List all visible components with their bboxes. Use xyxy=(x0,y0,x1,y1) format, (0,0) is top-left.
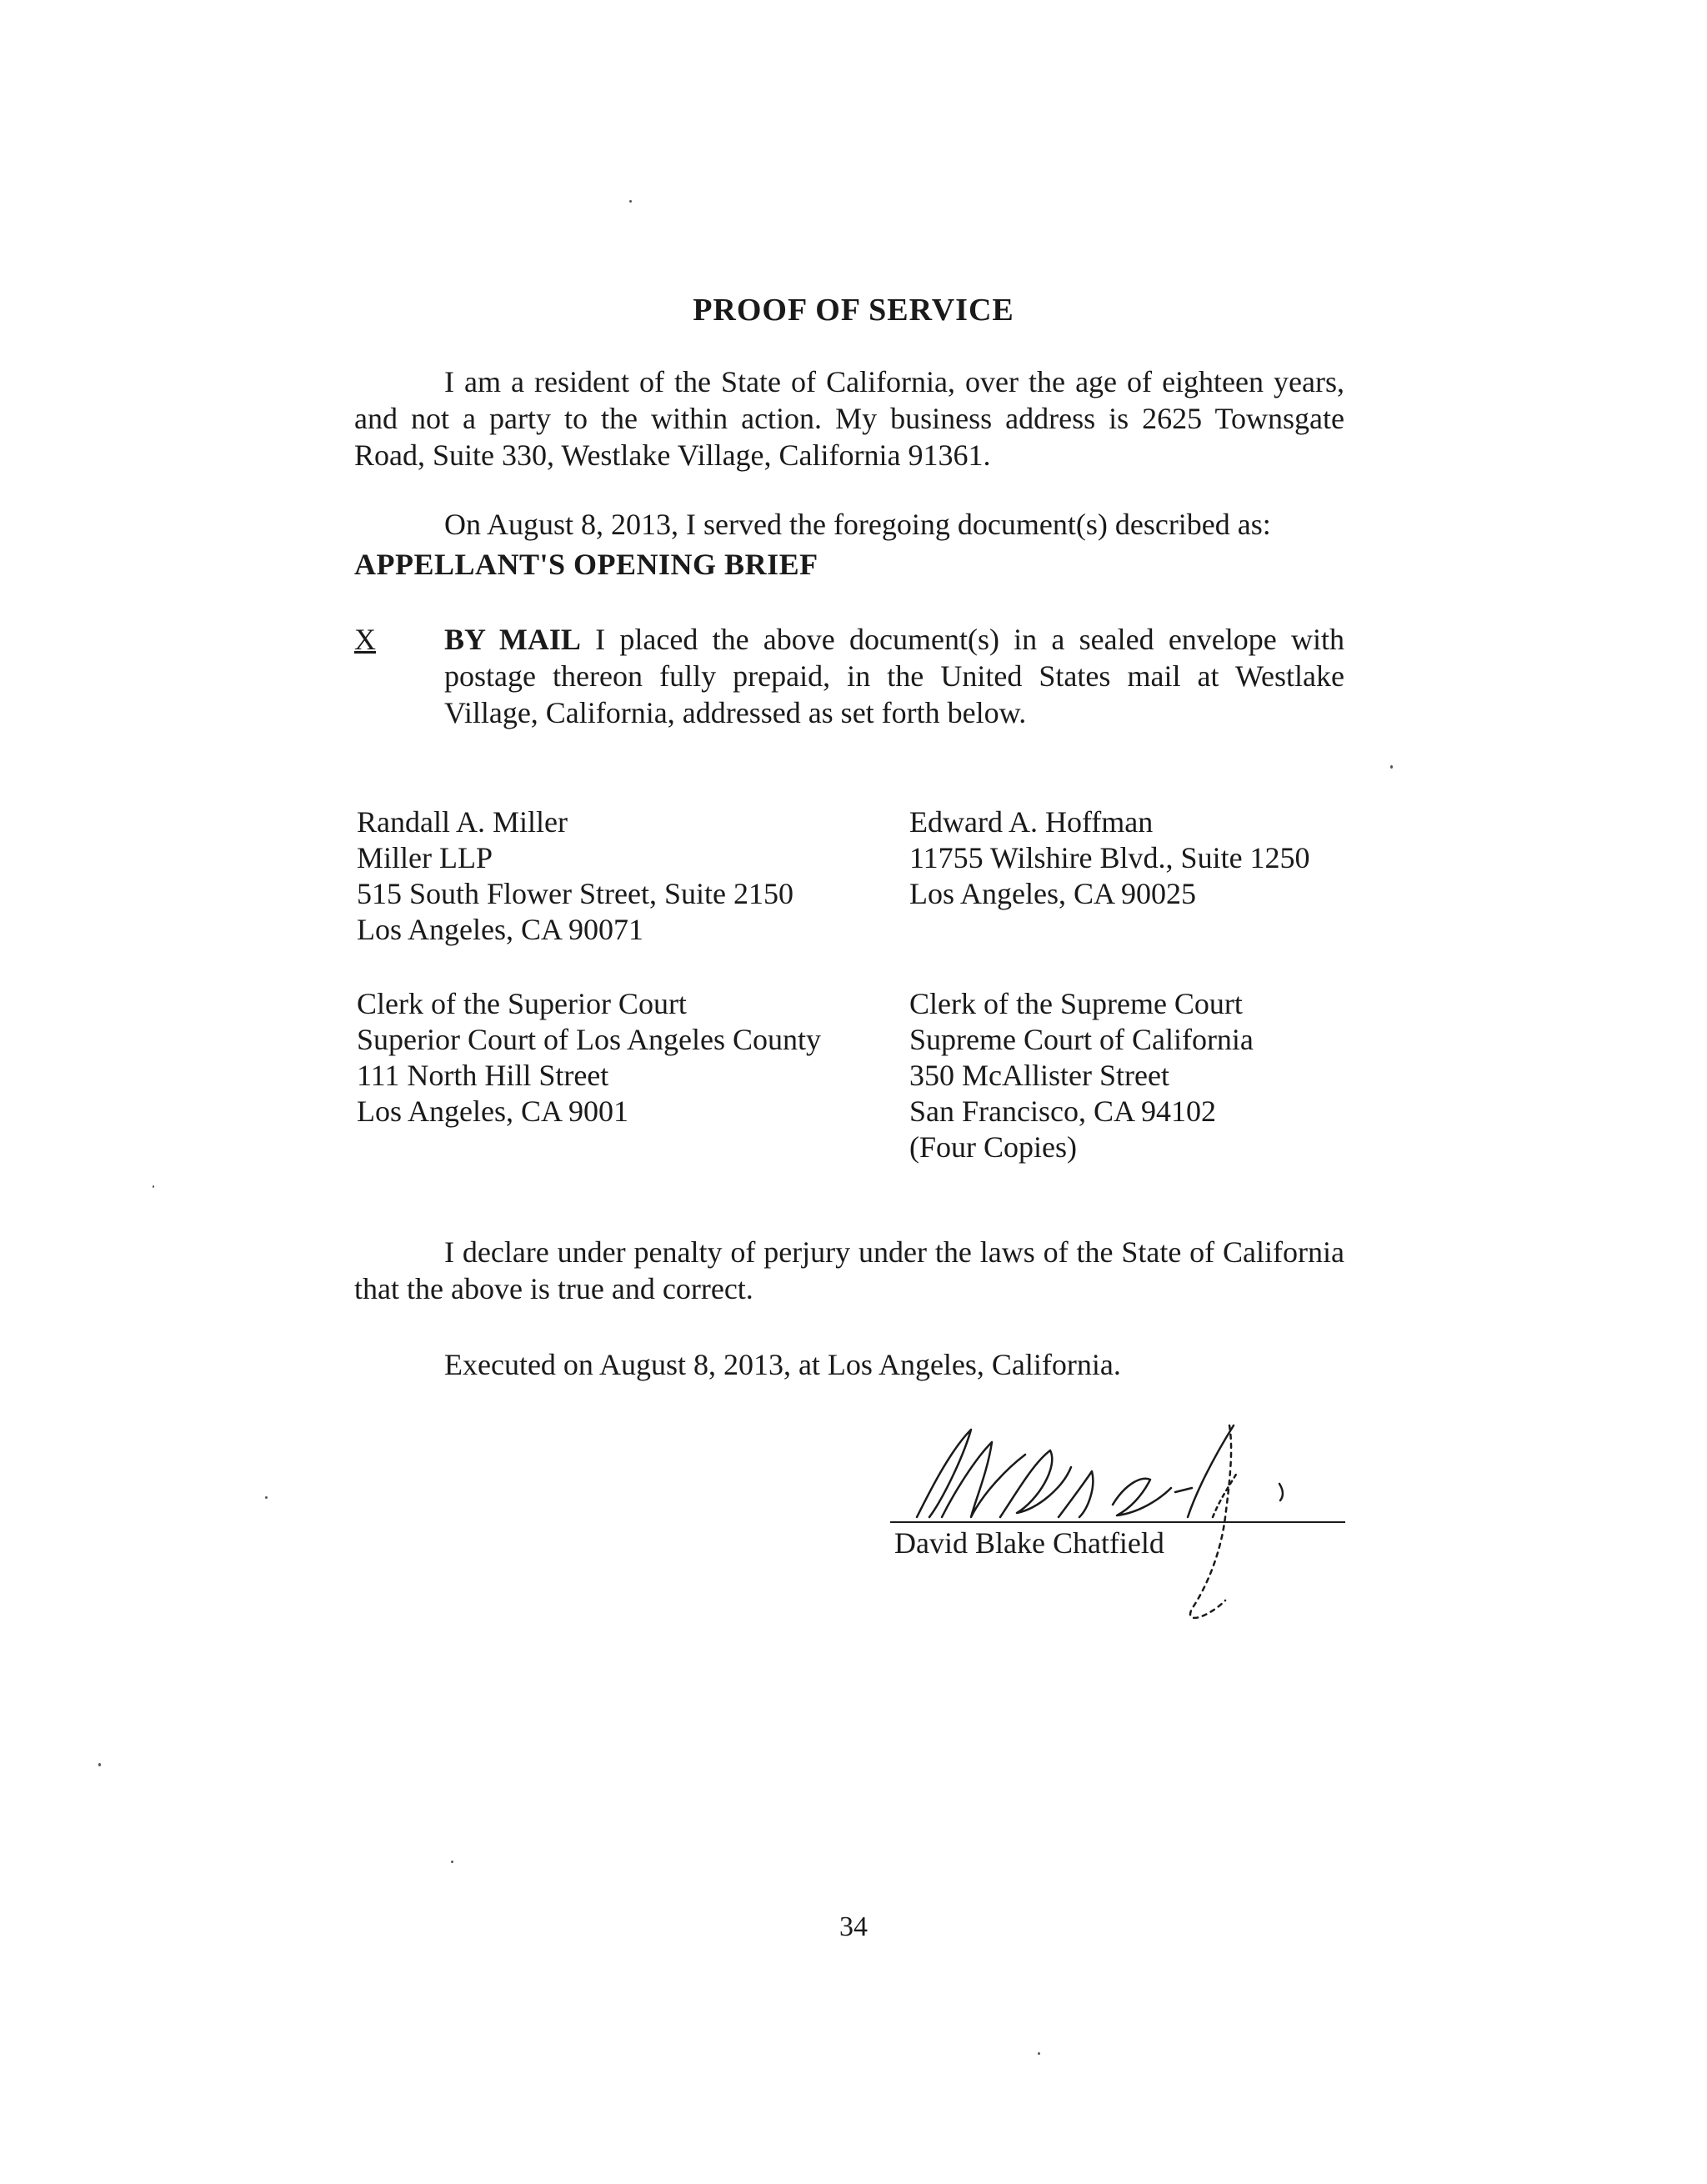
address-line: San Francisco, CA 94102 xyxy=(909,1095,1216,1128)
signer-name: David Blake Chatfield xyxy=(894,1526,1164,1560)
address-line: Edward A. Hoffman xyxy=(909,805,1154,839)
address-line: Los Angeles, CA 90025 xyxy=(909,877,1197,910)
address-line: Clerk of the Supreme Court xyxy=(909,987,1243,1020)
address-line: Superior Court of Los Angeles County xyxy=(357,1023,821,1056)
address-line: Miller LLP xyxy=(357,841,493,874)
served-document-title: APPELLANT'S OPENING BRIEF xyxy=(354,548,818,581)
service-method-block xyxy=(354,621,1344,731)
residency-statement: I am a resident of the State of California, over the age of eighteen years, and not a party to the within action. My business address is 2625 Townsgate Road, Suite 330, Westlake Village, California 91361. xyxy=(354,365,1344,472)
service-date-statement: On August 8, 2013, I served the foregoing document(s) described as: xyxy=(444,508,1271,541)
scan-speck xyxy=(629,200,632,203)
address-line: 111 North Hill Street xyxy=(357,1059,609,1092)
address-block-supreme-court xyxy=(909,986,1254,1165)
address-line: 11755 Wilshire Blvd., Suite 1250 xyxy=(909,841,1310,874)
address-line: Randall A. Miller xyxy=(357,805,568,839)
address-block-hoffman xyxy=(909,804,1310,912)
address-line: Supreme Court of California xyxy=(909,1023,1254,1056)
service-method-label: BY MAIL xyxy=(444,623,581,656)
scan-speck xyxy=(451,1861,453,1863)
service-method-text xyxy=(444,621,1344,731)
address-line: Los Angeles, CA 9001 xyxy=(357,1095,629,1128)
execution-statement: Executed on August 8, 2013, at Los Angeles, California. xyxy=(444,1348,1121,1381)
address-block-miller xyxy=(357,804,793,948)
scan-speck xyxy=(1390,765,1393,769)
signature-line xyxy=(890,1521,1345,1523)
perjury-declaration: I declare under penalty of perjury under the laws of the State of California that the above is true and correct. xyxy=(354,1235,1344,1305)
address-line: 515 South Flower Street, Suite 2150 xyxy=(357,877,793,910)
scan-speck xyxy=(265,1496,268,1499)
scan-speck xyxy=(98,1763,101,1766)
address-line: Los Angeles, CA 90071 xyxy=(357,913,644,946)
page-number: 34 xyxy=(839,1911,868,1942)
service-method-description: I placed the above document(s) in a sealed envelope with postage thereon fully prepaid, in the United States mail at Westlake Village, California, addressed as set forth below. xyxy=(444,623,1345,729)
scan-speck xyxy=(1038,2052,1040,2055)
address-block-superior-court xyxy=(357,986,821,1130)
scan-speck xyxy=(153,1185,154,1188)
address-line: (Four Copies) xyxy=(909,1130,1077,1164)
handwritten-signature xyxy=(892,1392,1325,1642)
service-method-checkmark: X xyxy=(354,623,376,656)
address-line: 350 McAllister Street xyxy=(909,1059,1169,1092)
page-title: PROOF OF SERVICE xyxy=(693,293,1014,328)
address-line: Clerk of the Superior Court xyxy=(357,987,687,1020)
